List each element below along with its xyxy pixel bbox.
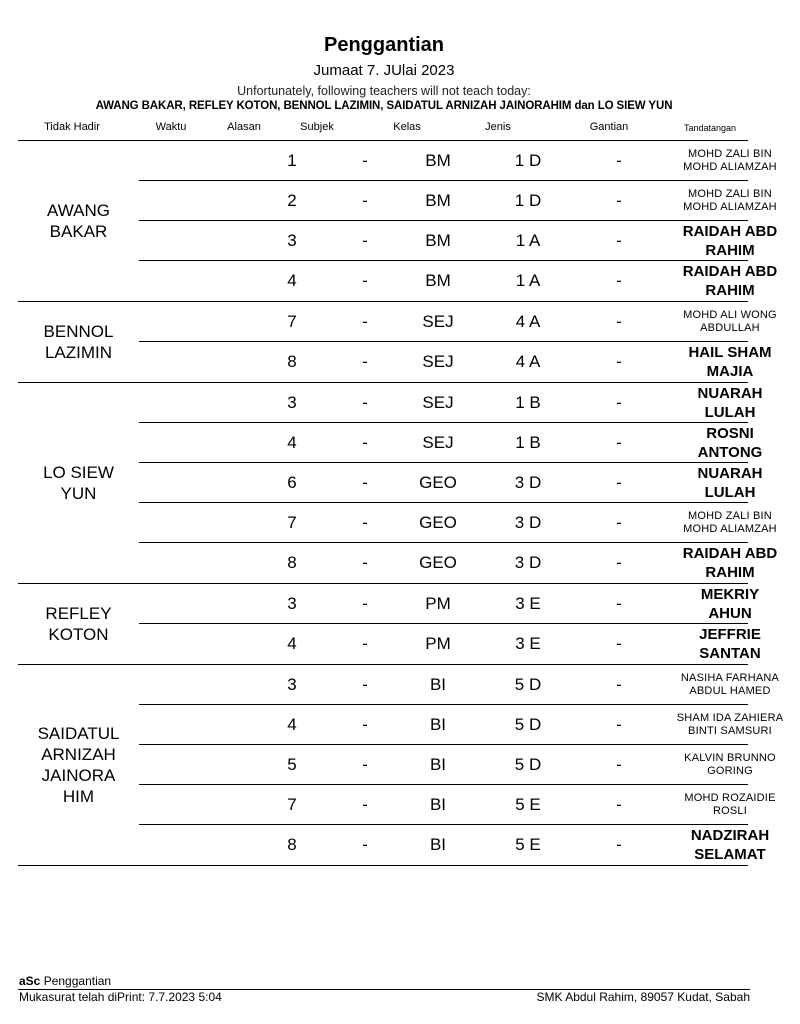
cell-alasan: - — [362, 433, 368, 452]
cell-gantian: KALVIN BRUNNO GORING — [684, 752, 776, 777]
cell-gantian: MOHD ZALI BIN MOHD ALIAMZAH — [683, 510, 777, 535]
cell-kelas: 5 D — [514, 675, 542, 694]
col-gantian: Gantian — [589, 121, 629, 133]
footer-printed: Mukasurat telah diPrint: 7.7.2023 5:04 — [19, 990, 222, 1004]
cell-kelas: 1 D — [514, 151, 542, 170]
table-row — [139, 141, 777, 181]
cell-jenis: - — [616, 191, 622, 210]
cell-waktu: 3 — [287, 231, 297, 250]
cell-subjek: SEJ — [422, 393, 454, 412]
cell-kelas: 3 D — [514, 553, 542, 572]
cell-kelas: 1 B — [515, 393, 541, 412]
absent-teacher-name: REFLEY KOTON — [45, 604, 112, 644]
cell-alasan: - — [362, 312, 368, 331]
table-row — [139, 383, 763, 423]
period-rows — [139, 665, 784, 865]
cell-subjek: BI — [429, 675, 447, 694]
table-row — [139, 181, 777, 221]
table-row — [139, 423, 763, 463]
cell-subjek: GEO — [419, 473, 457, 492]
cell-kelas: 3 D — [514, 513, 542, 532]
cell-alasan: - — [362, 151, 368, 170]
cell-waktu: 3 — [287, 393, 297, 412]
cell-waktu: 7 — [287, 513, 297, 532]
cell-jenis: - — [616, 433, 622, 452]
cell-kelas: 4 A — [515, 352, 541, 371]
table-row — [139, 584, 760, 624]
cell-gantian: RAIDAH ABD RAHIM — [682, 263, 778, 299]
cell-gantian: MOHD ALI WONG ABDULLAH — [683, 309, 777, 334]
footer-brand-rest: Penggantian — [40, 974, 112, 988]
cell-subjek: BM — [425, 191, 451, 210]
table-row — [139, 624, 761, 664]
cell-jenis: - — [616, 352, 622, 371]
cell-gantian: JEFFRIE SANTAN — [699, 626, 761, 662]
cell-kelas: 5 E — [515, 835, 541, 854]
teacher-group — [18, 584, 761, 665]
table-row — [139, 745, 776, 785]
table-row — [139, 785, 776, 825]
cell-alasan: - — [362, 191, 368, 210]
cell-gantian: NUARAH LULAH — [697, 385, 763, 421]
teacher-group — [18, 383, 778, 584]
cell-jenis: - — [616, 795, 622, 814]
cell-alasan: - — [362, 553, 368, 572]
cell-jenis: - — [616, 231, 622, 250]
cell-kelas: 3 E — [515, 594, 541, 613]
cell-waktu: 4 — [287, 634, 297, 653]
table-row — [139, 705, 784, 745]
cell-jenis: - — [616, 513, 622, 532]
absent-teacher-name: BENNOL LAZIMIN — [43, 322, 114, 362]
absent-teacher-name: AWANG BAKAR — [47, 201, 110, 241]
cell-gantian: MOHD ZALI BIN MOHD ALIAMZAH — [683, 188, 777, 213]
period-rows — [139, 383, 778, 583]
table-row — [139, 825, 770, 865]
col-tandatangan: Tandatangan — [683, 123, 737, 133]
cell-kelas: 1 B — [515, 433, 541, 452]
col-alasan: Alasan — [227, 121, 261, 133]
cell-kelas: 1 D — [514, 191, 542, 210]
cell-subjek: BI — [429, 835, 447, 854]
cell-kelas: 3 D — [514, 473, 542, 492]
cell-kelas: 1 A — [515, 231, 541, 250]
cell-subjek: BI — [429, 755, 447, 774]
page-title: Penggantian — [323, 34, 444, 56]
cell-gantian: RAIDAH ABD RAHIM — [682, 223, 778, 259]
cell-subjek: GEO — [419, 513, 457, 532]
substitution-table — [18, 140, 784, 866]
cell-waktu: 2 — [287, 191, 297, 210]
cell-alasan: - — [362, 473, 368, 492]
cell-jenis: - — [616, 151, 622, 170]
cell-subjek: PM — [425, 634, 451, 653]
cell-waktu: 7 — [287, 795, 297, 814]
cell-jenis: - — [616, 393, 622, 412]
intro-text: Unfortunately, following teachers will not teach today: — [237, 84, 531, 98]
period-rows — [139, 141, 778, 301]
absent-teacher-name: LO SIEW YUN — [43, 463, 114, 503]
cell-kelas: 5 D — [514, 755, 542, 774]
cell-jenis: - — [616, 755, 622, 774]
table-row — [139, 261, 778, 301]
teacher-group — [18, 302, 777, 383]
teacher-group — [18, 665, 784, 866]
table-row — [139, 665, 780, 705]
cell-waktu: 1 — [287, 151, 297, 170]
cell-subjek: BI — [429, 795, 447, 814]
cell-waktu: 6 — [287, 473, 297, 492]
cell-alasan: - — [362, 513, 368, 532]
cell-alasan: - — [362, 675, 368, 694]
cell-alasan: - — [362, 634, 368, 653]
footer-brand-bold: aSc — [19, 974, 41, 988]
cell-gantian: NADZIRAH SELAMAT — [690, 827, 770, 863]
cell-gantian: MOHD ROZAIDIE ROSLI — [684, 792, 776, 817]
table-row — [139, 221, 778, 261]
cell-jenis: - — [616, 312, 622, 331]
period-rows — [139, 302, 777, 382]
cell-subjek: BM — [425, 271, 451, 290]
cell-alasan: - — [362, 271, 368, 290]
cell-gantian: SHAM IDA ZAHIERA BINTI SAMSURI — [676, 712, 784, 737]
cell-jenis: - — [616, 473, 622, 492]
table-row — [139, 463, 763, 503]
cell-waktu: 4 — [287, 271, 297, 290]
cell-alasan: - — [362, 231, 368, 250]
cell-subjek: SEJ — [422, 312, 454, 331]
cell-alasan: - — [362, 835, 368, 854]
cell-subjek: PM — [425, 594, 451, 613]
cell-alasan: - — [362, 755, 368, 774]
absent-teachers-list: AWANG BAKAR, REFLEY KOTON, BENNOL LAZIMIN, SAIDATUL ARNIZAH JAINORAHIM dan LO SIEW YUN — [95, 100, 673, 112]
col-subjek: Subjek — [300, 121, 334, 133]
cell-gantian: ROSNI ANTONG — [697, 425, 763, 461]
cell-waktu: 4 — [287, 715, 297, 734]
absent-teacher-name: SAIDATUL ARNIZAH JAINORA HIM — [37, 724, 120, 806]
cell-alasan: - — [362, 393, 368, 412]
table-row — [139, 302, 777, 342]
cell-jenis: - — [616, 634, 622, 653]
cell-kelas: 4 A — [515, 312, 541, 331]
cell-kelas: 1 A — [515, 271, 541, 290]
col-waktu: Waktu — [155, 121, 187, 133]
col-jenis: Jenis — [485, 121, 511, 133]
page-date: Jumaat 7. JUlai 2023 — [313, 62, 455, 79]
cell-alasan: - — [362, 352, 368, 371]
cell-alasan: - — [362, 795, 368, 814]
cell-subjek: BM — [425, 151, 451, 170]
cell-waktu: 8 — [287, 835, 297, 854]
cell-gantian: MOHD ZALI BIN MOHD ALIAMZAH — [683, 148, 777, 173]
period-rows — [139, 584, 761, 664]
table-header — [0, 121, 768, 139]
footer-school: SMK Abdul Rahim, 89057 Kudat, Sabah — [536, 990, 750, 1004]
cell-subjek: SEJ — [422, 433, 454, 452]
cell-jenis: - — [616, 715, 622, 734]
cell-waktu: 5 — [287, 755, 297, 774]
cell-gantian: MEKRIY AHUN — [700, 586, 760, 622]
cell-waktu: 3 — [287, 675, 297, 694]
cell-alasan: - — [362, 715, 368, 734]
cell-kelas: 3 E — [515, 634, 541, 653]
cell-kelas: 5 E — [515, 795, 541, 814]
cell-alasan: - — [362, 594, 368, 613]
cell-waktu: 4 — [287, 433, 297, 452]
footer-brand — [19, 974, 111, 988]
col-tidak-hadir: Tidak Hadir — [44, 121, 100, 133]
cell-jenis: - — [616, 271, 622, 290]
cell-jenis: - — [616, 675, 622, 694]
cell-jenis: - — [616, 553, 622, 572]
cell-waktu: 3 — [287, 594, 297, 613]
cell-waktu: 8 — [287, 553, 297, 572]
table-row — [139, 503, 777, 543]
cell-subjek: GEO — [419, 553, 457, 572]
cell-gantian: NUARAH LULAH — [697, 465, 763, 501]
cell-subjek: SEJ — [422, 352, 454, 371]
cell-kelas: 5 D — [514, 715, 542, 734]
cell-jenis: - — [616, 594, 622, 613]
teacher-group — [18, 141, 778, 302]
cell-gantian: RAIDAH ABD RAHIM — [682, 545, 778, 581]
table-row — [139, 543, 778, 583]
cell-waktu: 8 — [287, 352, 297, 371]
cell-jenis: - — [616, 835, 622, 854]
col-kelas: Kelas — [393, 121, 421, 133]
cell-subjek: BM — [425, 231, 451, 250]
cell-gantian: NASIHA FARHANA ABDUL HAMED — [680, 672, 780, 697]
cell-gantian: HAIL SHAM MAJIA — [688, 344, 772, 380]
cell-subjek: BI — [429, 715, 447, 734]
table-row — [139, 342, 772, 382]
cell-waktu: 7 — [287, 312, 297, 331]
